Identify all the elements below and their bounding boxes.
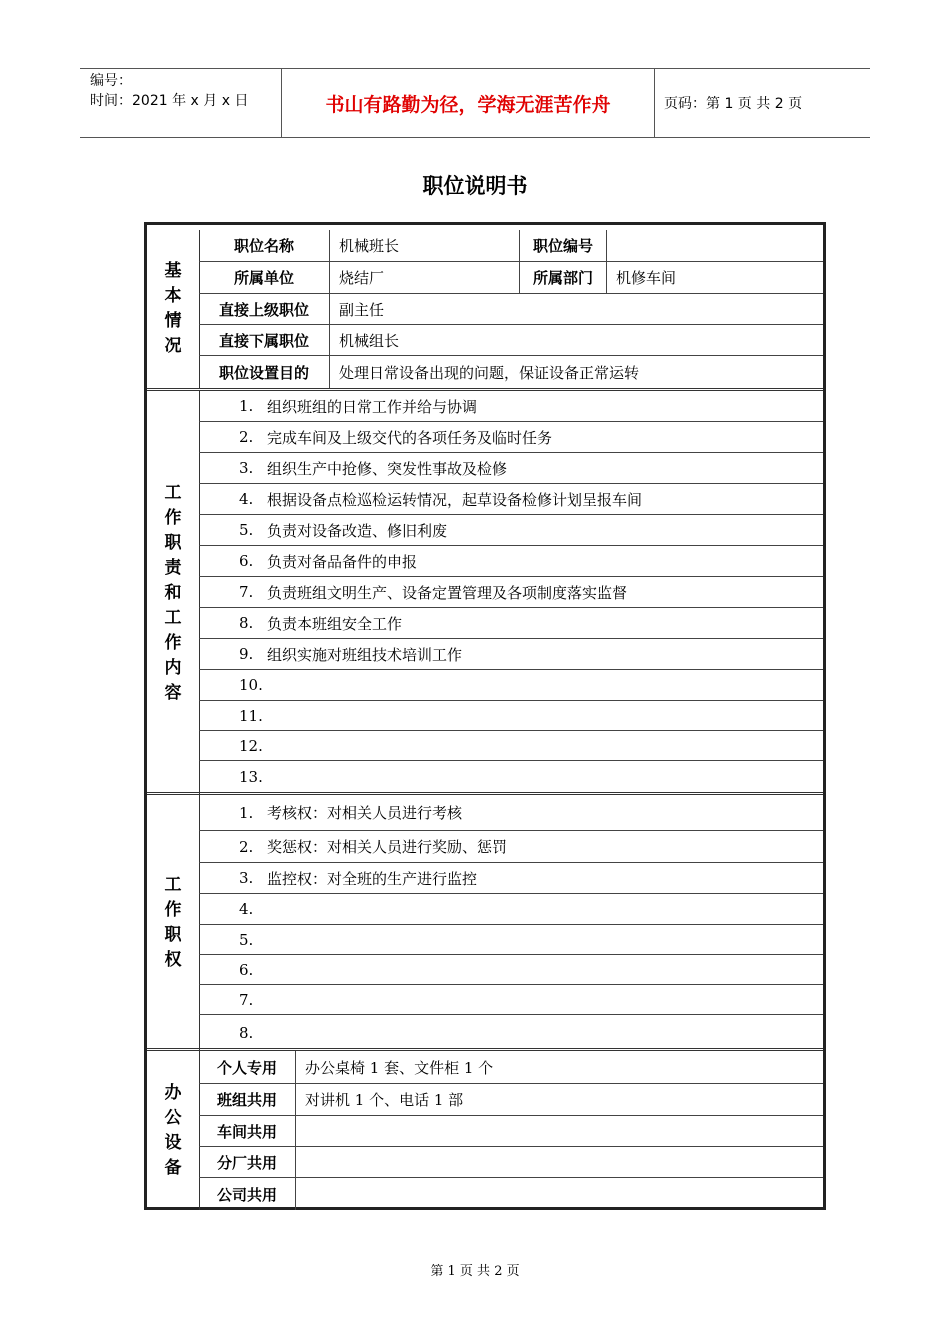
section-duties: [147, 388, 823, 795]
form-row: [199, 262, 823, 294]
list-item-number: 4.: [239, 490, 254, 508]
list-item-content: [199, 795, 823, 830]
equipment-scope-label: 车间共用: [199, 1116, 296, 1146]
list-item: [199, 985, 823, 1015]
list-item: [199, 701, 823, 731]
job-description-form: [144, 222, 826, 1210]
list-item: [199, 577, 823, 608]
equipment-scope-label: 班组共用: [199, 1084, 296, 1115]
equipment-row: [199, 1147, 823, 1178]
number-label: 编号：: [90, 73, 132, 89]
list-item: [199, 546, 823, 577]
list-item-content: [199, 453, 823, 483]
position-code-value: [607, 230, 823, 261]
document-title: 职位说明书: [422, 174, 528, 198]
list-item-content: [199, 863, 823, 893]
list-item: [199, 422, 823, 453]
equipment-value: [296, 1116, 823, 1146]
purpose-value: 处理日常设备出现的问题，保证设备正常运转: [339, 363, 640, 382]
list-item: [199, 795, 823, 831]
list-item-content: [199, 577, 823, 607]
list-item: [199, 515, 823, 546]
equipment-scope-label: 公司共用: [199, 1178, 296, 1210]
section-label-char: 工: [164, 482, 182, 503]
list-item: [199, 955, 823, 985]
list-item-text: 考核权：对相关人员进行考核: [267, 804, 463, 822]
equipment-row: [199, 1178, 823, 1210]
list-item-number: 13.: [239, 768, 263, 786]
list-item-content: [199, 761, 823, 793]
list-item-text: 组织实施对班组技术培训工作: [267, 645, 463, 664]
list-item-text: 监控权：对全班的生产进行监控: [267, 869, 478, 888]
section-label-char: 况: [164, 336, 182, 356]
position-code-label: 职位编号: [519, 230, 607, 261]
form-row: [199, 294, 823, 325]
header-meta: [90, 71, 248, 111]
list-item-content: [199, 422, 823, 452]
list-item-text: 负责本班组安全工作: [267, 614, 403, 633]
section-label-char: 设: [164, 1132, 182, 1153]
list-item: [199, 863, 823, 894]
list-item: [199, 831, 823, 863]
list-item-text: 奖惩权：对相关人员进行奖励、惩罚: [267, 838, 508, 856]
superior-value: 副主任: [339, 300, 385, 319]
list-item-text: 完成车间及上级交代的各项任务及临时任务: [267, 428, 553, 447]
equipment-row: [199, 1051, 823, 1084]
equipment-scope-label: 分厂共用: [199, 1147, 296, 1177]
section-authority: [147, 792, 823, 1051]
department-value: 机修车间: [616, 269, 677, 287]
list-item: [199, 761, 823, 793]
list-item-content: [199, 731, 823, 760]
section-label-char: 职: [164, 532, 182, 553]
section-label-char: 作: [164, 900, 182, 920]
unit-value: 烧结厂: [339, 269, 385, 287]
department-label: 所属部门: [519, 262, 607, 293]
list-item-content: [199, 894, 823, 924]
section-label-char: 内: [164, 657, 182, 678]
section-label-char: 本: [164, 286, 182, 306]
section-label-basic: [147, 230, 200, 388]
header-page-label: 页码：第 1 页 共 2 页: [664, 96, 803, 112]
list-item-number: 1.: [239, 803, 254, 822]
equipment-value: 对讲机 1 个、电话 1 部: [305, 1091, 464, 1109]
section-label-duties: [147, 391, 200, 795]
section-label-char: 公: [164, 1107, 182, 1128]
list-item: [199, 894, 823, 925]
equipment-row: [199, 1116, 823, 1147]
section-label-char: 办: [164, 1082, 182, 1103]
list-item: [199, 1015, 823, 1051]
equipment-value: [296, 1147, 823, 1177]
list-item-text: 负责对设备改造、修旧利废: [267, 521, 448, 540]
list-item-number: 1.: [239, 397, 254, 415]
position-name-value: 机械班长: [339, 237, 400, 255]
list-item-number: 10.: [239, 676, 263, 694]
superior-label: 直接上级职位: [199, 294, 330, 324]
list-item-content: [199, 701, 823, 730]
list-item: [199, 639, 823, 670]
list-item-number: 7.: [239, 990, 254, 1009]
unit-label: 所属单位: [199, 262, 330, 293]
list-item-number: 6.: [239, 960, 254, 979]
form-row: [199, 325, 823, 356]
list-item: [199, 608, 823, 639]
list-item-content: [199, 639, 823, 669]
list-item-number: 5.: [239, 521, 254, 539]
list-item-content: [199, 831, 823, 862]
list-item: [199, 670, 823, 701]
subordinate-value: 机械组长: [339, 331, 400, 350]
list-item-text: 负责对备品备件的申报: [267, 552, 418, 571]
list-item-content: [199, 1015, 823, 1051]
position-name-label: 职位名称: [199, 230, 330, 261]
section-label-char: 备: [164, 1157, 182, 1178]
list-item-content: [199, 985, 823, 1014]
list-item: [199, 453, 823, 484]
equipment-value: [296, 1178, 823, 1210]
list-item: [199, 925, 823, 955]
list-item-text: 组织班组的日常工作并给与协调: [267, 397, 478, 416]
list-item-number: 2.: [239, 837, 254, 856]
list-item-content: [199, 670, 823, 700]
list-item-number: 9.: [239, 645, 254, 663]
list-item-text: 组织生产中抢修、突发性事故及检修: [267, 459, 508, 478]
list-item-number: 5.: [239, 930, 254, 949]
list-item: [199, 484, 823, 515]
section-equipment: [147, 1048, 823, 1210]
section-label-char: 工: [164, 875, 182, 895]
page-footer: 第 1 页 共 2 页: [430, 1264, 520, 1279]
list-item-content: [199, 391, 823, 421]
section-label-char: 作: [164, 507, 182, 528]
section-label-authority: [147, 795, 200, 1051]
list-item-content: [199, 955, 823, 984]
section-label-char: 权: [164, 950, 182, 970]
section-label-char: 容: [164, 682, 182, 703]
list-item-content: [199, 546, 823, 576]
list-item-number: 2.: [239, 428, 254, 446]
subordinate-label: 直接下属职位: [199, 325, 330, 355]
list-item-content: [199, 484, 823, 514]
section-label-char: 情: [164, 311, 182, 331]
document-header: [80, 68, 870, 138]
section-label-char: 和: [164, 582, 182, 603]
equipment-scope-label: 个人专用: [199, 1051, 296, 1083]
header-divider: [654, 69, 655, 137]
list-item-text: 负责班组文明生产、设备定置管理及各项制度落实监督: [267, 583, 628, 602]
section-label-char: 职: [164, 925, 182, 945]
section-label-char: 基: [164, 261, 182, 281]
date-label: 时间：2021 年 x 月 x 日: [90, 93, 249, 109]
section-basic-info: [147, 230, 823, 388]
section-label-char: 责: [164, 557, 182, 578]
equipment-value: 办公桌椅 1 套、文件柜 1 个: [305, 1058, 494, 1077]
list-item-content: [199, 515, 823, 545]
list-item-number: 4.: [239, 900, 254, 918]
form-row: [199, 356, 823, 388]
list-item-text: 根据设备点检巡检运转情况，起草设备检修计划呈报车间: [267, 490, 643, 509]
list-item-number: 12.: [239, 736, 263, 755]
list-item: [199, 391, 823, 422]
list-item-number: 7.: [239, 583, 254, 601]
purpose-label: 职位设置目的: [199, 356, 330, 388]
list-item-number: 8.: [239, 1024, 254, 1042]
list-item-number: 8.: [239, 614, 254, 632]
list-item-content: [199, 608, 823, 638]
list-item-number: 3.: [239, 869, 254, 887]
list-item: [199, 731, 823, 761]
list-item-number: 3.: [239, 459, 254, 477]
section-label-char: 作: [164, 632, 182, 653]
list-item-content: [199, 925, 823, 954]
section-label-char: 工: [164, 607, 182, 628]
section-label-equipment: [147, 1051, 200, 1210]
form-row: [199, 230, 823, 262]
list-item-number: 6.: [239, 552, 254, 570]
list-item-number: 11.: [239, 706, 263, 725]
equipment-row: [199, 1084, 823, 1116]
header-motto: 书山有路勤为径，学海无涯苦作舟: [325, 93, 611, 116]
